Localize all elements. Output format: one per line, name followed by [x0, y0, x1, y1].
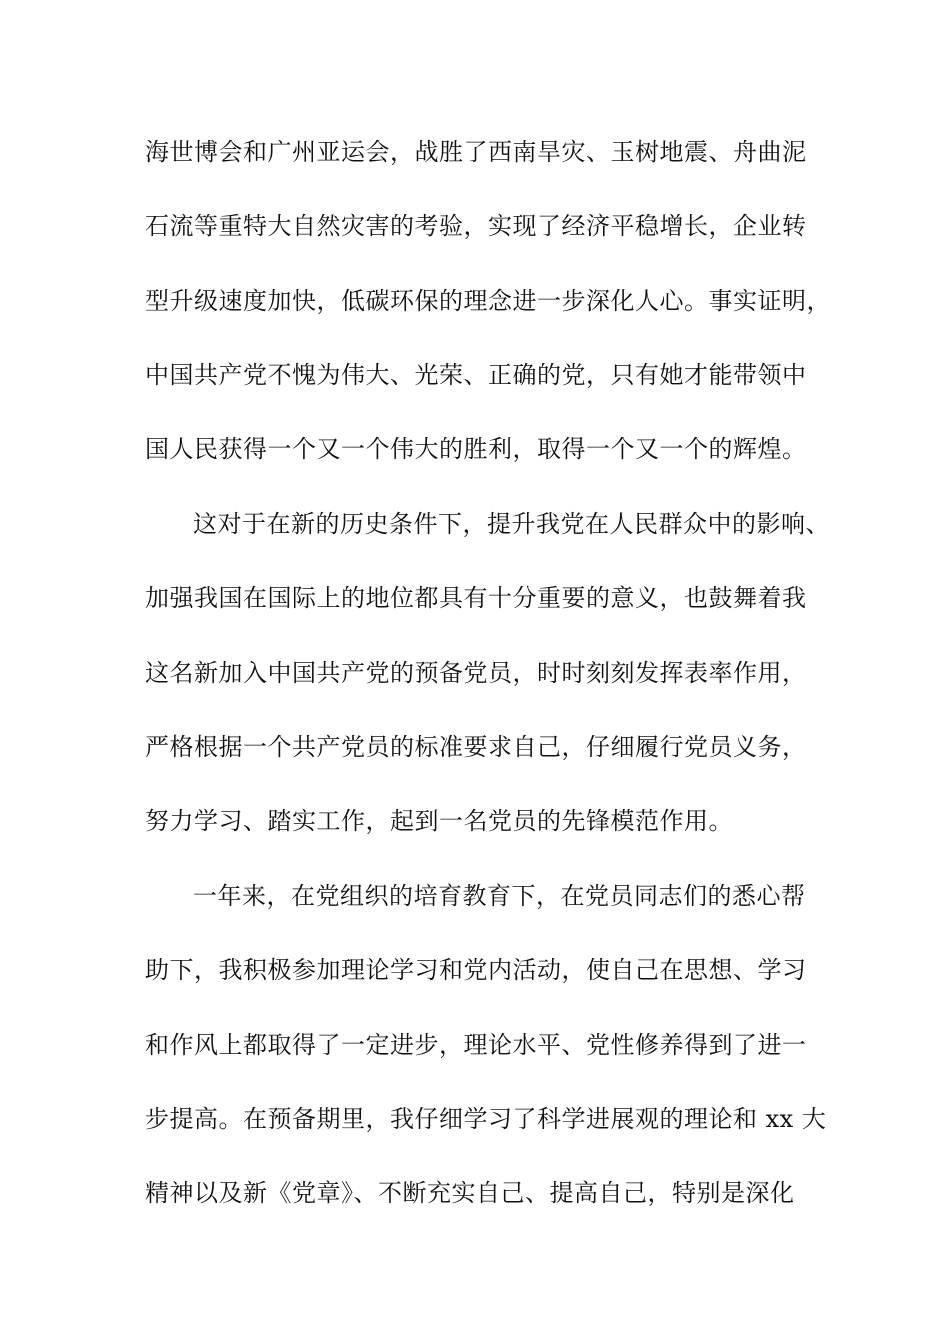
text-line: 海世博会和广州亚运会，战胜了西南旱灾、玉树地震、舟曲泥: [145, 138, 807, 166]
text-line: 助下，我积极参加理论学习和党内活动，使自己在思想、学习: [145, 956, 807, 984]
text-line: 和作风上都取得了一定进步，理论水平、党性修养得到了进一: [145, 1031, 807, 1059]
text-line: 这名新加入中国共产党的预备党员，时时刻刻发挥表率作用，: [145, 659, 807, 687]
text-line: 精神以及新《党章》、不断充实自己、提高自己，特别是深化: [145, 1179, 795, 1207]
text-line: 型升级速度加快，低碳环保的理念进一步深化人心。事实证明，: [145, 287, 831, 315]
paragraph-first-line: 一年来，在党组织的培育教育下，在党员同志们的悉心帮: [193, 882, 806, 910]
text-line: 严格根据一个共产党员的标准要求自己，仔细履行党员义务，: [145, 733, 807, 761]
text-line: 努力学习、踏实工作，起到一名党员的先锋模范作用。: [145, 807, 733, 835]
text-line: 石流等重特大自然灾害的考验，实现了经济平稳增长，企业转: [145, 212, 807, 240]
text-line: 加强我国在国际上的地位都具有十分重要的意义，也鼓舞着我: [145, 584, 807, 612]
text-line: 步提高。在预备期里，我仔细学习了科学进展观的理论和 xx 大: [145, 1105, 827, 1133]
paragraph-first-line: 这对于在新的历史条件下，提升我党在人民群众中的影响、: [193, 510, 830, 538]
text-line: 中国共产党不愧为伟大、光荣、正确的党，只有她才能带领中: [145, 361, 807, 389]
text-line: 国人民获得一个又一个伟大的胜利，取得一个又一个的辉煌。: [145, 435, 807, 463]
